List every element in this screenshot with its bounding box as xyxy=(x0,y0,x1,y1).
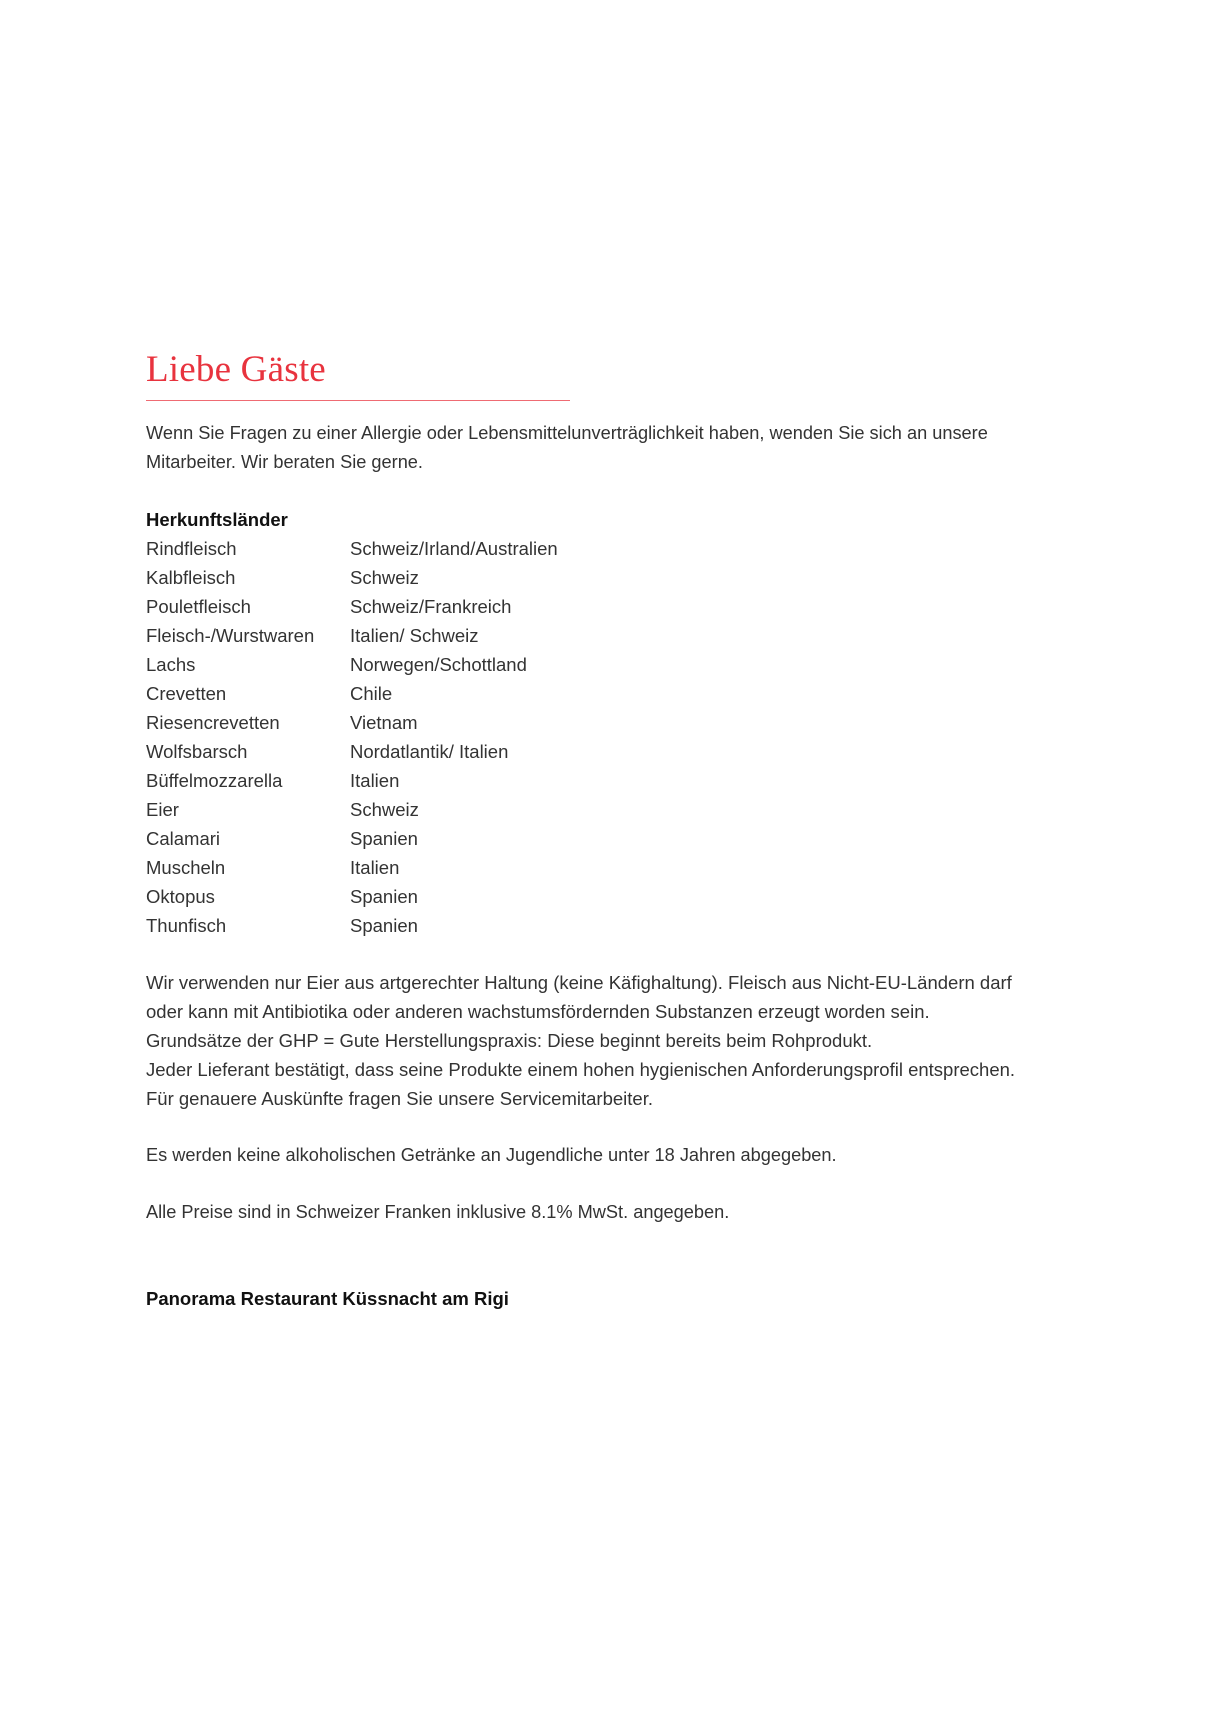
origin-row xyxy=(146,592,558,621)
intro-line: Mitarbeiter. Wir beraten Sie gerne. xyxy=(146,452,423,472)
origin-row xyxy=(146,795,558,824)
origin-row xyxy=(146,563,558,592)
origin-row xyxy=(146,853,558,882)
product-name: Lachs xyxy=(146,654,196,675)
product-name: Rindfleisch xyxy=(146,538,237,559)
origin-country: Schweiz/Frankreich xyxy=(350,596,512,617)
origin-row xyxy=(146,650,558,679)
origin-row xyxy=(146,708,558,737)
product-name: Kalbfleisch xyxy=(146,567,236,588)
origin-row xyxy=(146,737,558,766)
origin-country: Schweiz xyxy=(350,567,419,588)
origin-row xyxy=(146,621,558,650)
origin-country: Nordatlantik/ Italien xyxy=(350,741,509,762)
sourcing-notes xyxy=(146,968,1066,1113)
notes-line: Grundsätze der GHP = Gute Herstellungspraxis: Diese beginnt bereits beim Rohprodukt. xyxy=(146,1030,873,1051)
origin-country: Italien xyxy=(350,770,400,791)
origin-country: Norwegen/Schottland xyxy=(350,654,527,675)
origin-country: Schweiz xyxy=(350,799,419,820)
document-page xyxy=(146,340,1066,1313)
product-name: Calamari xyxy=(146,828,221,849)
origin-country: Vietnam xyxy=(350,712,418,733)
product-name: Oktopus xyxy=(146,886,215,907)
origin-row xyxy=(146,911,558,940)
origin-row xyxy=(146,882,558,911)
product-name: Thunfisch xyxy=(146,915,227,936)
origin-country: Italien xyxy=(350,857,400,878)
notes-line: Für genauere Auskünfte fragen Sie unsere Servicemitarbeiter. xyxy=(146,1088,653,1109)
intro-paragraph xyxy=(146,419,1066,477)
origin-row xyxy=(146,766,558,795)
product-name: Büffelmozzarella xyxy=(146,770,283,791)
page-title: Liebe Gäste xyxy=(146,349,326,390)
origin-row xyxy=(146,534,558,563)
product-name: Muscheln xyxy=(146,857,226,878)
intro-line: Wenn Sie Fragen zu einer Allergie oder Lebensmittelunverträglichkeit haben, wenden Sie sich an unsere xyxy=(146,423,988,443)
product-name: Riesencrevetten xyxy=(146,712,280,733)
title-underline xyxy=(146,400,570,401)
alcohol-notice: Es werden keine alkoholischen Getränke an Jugendliche unter 18 Jahren abgegeben. xyxy=(146,1145,837,1165)
notes-line: Jeder Lieferant bestätigt, dass seine Produkte einem hohen hygienischen Anforderungsprofil entsprechen. xyxy=(146,1059,1016,1080)
origin-country: Italien/ Schweiz xyxy=(350,625,479,646)
origin-country: Spanien xyxy=(350,828,418,849)
origin-country: Schweiz/Irland/Australien xyxy=(350,538,558,559)
restaurant-name: Panorama Restaurant Küssnacht am Rigi xyxy=(146,1288,509,1309)
origin-country: Spanien xyxy=(350,886,418,907)
product-name: Pouletfleisch xyxy=(146,596,251,617)
origins-heading: Herkunftsländer xyxy=(146,509,288,530)
notes-line: oder kann mit Antibiotika oder anderen wachstumsfördernden Substanzen erzeugt worden sein. xyxy=(146,1001,930,1022)
product-name: Wolfsbarsch xyxy=(146,741,248,762)
product-name: Fleisch-/Wurstwaren xyxy=(146,625,315,646)
notes-line: Wir verwenden nur Eier aus artgerechter Haltung (keine Käfighaltung). Fleisch aus Nicht-EU-Ländern darf xyxy=(146,972,1012,993)
origin-country: Spanien xyxy=(350,915,418,936)
origins-table xyxy=(146,534,558,940)
price-notice: Alle Preise sind in Schweizer Franken inklusive 8.1% MwSt. angegeben. xyxy=(146,1202,730,1222)
origin-country: Chile xyxy=(350,683,393,704)
origin-row xyxy=(146,824,558,853)
product-name: Crevetten xyxy=(146,683,227,704)
product-name: Eier xyxy=(146,799,179,820)
origin-row xyxy=(146,679,558,708)
